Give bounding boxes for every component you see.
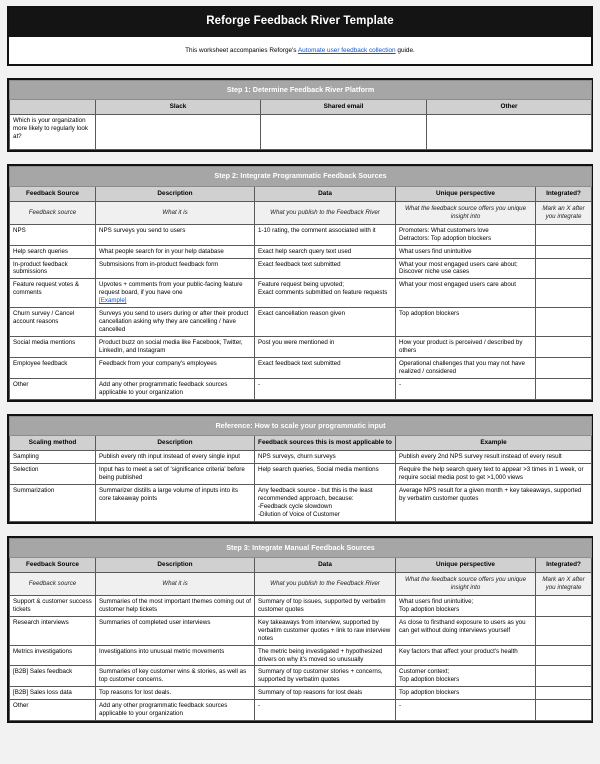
reference-col-scaling-method: Scaling method: [10, 435, 96, 450]
example-link[interactable]: [Example]: [99, 297, 127, 305]
cell-integrated[interactable]: [536, 645, 592, 666]
step3-table: [9, 538, 592, 722]
cell-data: -: [255, 378, 396, 399]
title-block: [7, 6, 593, 66]
cell-source: Metrics investigations: [10, 645, 96, 666]
table-row: [10, 308, 592, 337]
step2-table: [9, 166, 592, 399]
step1-col-other: Other: [427, 100, 592, 115]
cell-description: Summaries of the most important themes coming out of customer help tickets: [96, 595, 255, 616]
cell-source: Social media mentions: [10, 337, 96, 358]
reference-col-applicable: Feedback sources this is most applicable to: [255, 435, 396, 450]
cell-perspective: As close to firsthand exposure to users as you can get without doing interviews yourself: [396, 616, 536, 645]
step1-answer-slack[interactable]: [96, 115, 261, 150]
automate-feedback-collection-link[interactable]: Automate user feedback collection: [297, 47, 396, 54]
step1-col-slack: Slack: [96, 100, 261, 115]
cell-data: Summary of top customer stories + concerns, supported by verbatim quotes: [255, 666, 396, 687]
cell-perspective: Top adoption blockers: [396, 308, 536, 337]
step3-rows: [10, 595, 592, 720]
cell-description: Add any other programmatic feedback sources applicable to your organization: [96, 378, 255, 399]
cell-perspective: Customer context; Top adoption blockers: [396, 666, 536, 687]
step2-col-description: Description: [96, 186, 255, 201]
step2-col-integrated: Integrated?: [536, 186, 592, 201]
table-row: [10, 700, 592, 721]
step1-answer-other[interactable]: [427, 115, 592, 150]
reference-col-description: Description: [96, 435, 255, 450]
cell-integrated[interactable]: [536, 595, 592, 616]
cell-example: Require the help search query text to appear >3 times in 1 week, or require social media post to get >1,000 views: [396, 463, 592, 484]
step1-col-0: [10, 100, 96, 115]
cell-description: Top reasons for lost deals.: [96, 687, 255, 700]
cell-integrated[interactable]: [536, 245, 592, 258]
table-row: [10, 484, 592, 521]
step2-section-title: Step 2: Integrate Programmatic Feedback Sources: [10, 167, 592, 186]
cell-source: [B2B] Sales feedback: [10, 666, 96, 687]
subtitle-text-after: guide.: [395, 47, 415, 54]
subtitle-text-before: This worksheet accompanies Reforge's: [185, 47, 298, 54]
table-row: [10, 337, 592, 358]
step2-block: [7, 164, 593, 401]
step3-sub-description: What it is: [96, 573, 255, 596]
cell-integrated[interactable]: [536, 357, 592, 378]
reference-rows: [10, 451, 592, 522]
step3-col-data: Data: [255, 557, 396, 572]
step3-column-header-row: [10, 557, 592, 572]
cell-source: In-product feedback submissions: [10, 258, 96, 279]
cell-data: Post you were mentioned in: [255, 337, 396, 358]
cell-data: Key takeaways from interview, supported by verbatim customer quotes + link to raw interview notes: [255, 616, 396, 645]
cell-description: Product buzz on social media like Facebook, Twitter, LinkedIn, and Instagram: [96, 337, 255, 358]
cell-description: Upvotes + comments from your public-facing feature request board, if you have one [Example]: [96, 279, 255, 308]
step3-section-header: [10, 538, 592, 557]
step1-section-header: [10, 81, 592, 100]
step2-col-data: Data: [255, 186, 396, 201]
cell-integrated[interactable]: [536, 224, 592, 245]
cell-method: Summarization: [10, 484, 96, 521]
page-title: Reforge Feedback River Template: [9, 8, 591, 35]
step2-sub-integrated: Mark an X after you integrate: [536, 201, 592, 224]
cell-data: Exact feedback text submitted: [255, 357, 396, 378]
step3-col-integrated: Integrated?: [536, 557, 592, 572]
cell-perspective: Key factors that affect your product's health: [396, 645, 536, 666]
step1-block: [7, 78, 593, 152]
step3-block: [7, 536, 593, 724]
cell-source: Employee feedback: [10, 357, 96, 378]
reference-section-header: [10, 416, 592, 435]
step3-sub-unique-perspective: What the feedback source offers you unique insight into: [396, 573, 536, 596]
step1-column-header-row: [10, 100, 592, 115]
cell-integrated[interactable]: [536, 258, 592, 279]
cell-description: Add any other programmatic feedback sources applicable to your organization: [96, 700, 255, 721]
cell-perspective: What your most engaged users care about; Discover niche use cases: [396, 258, 536, 279]
step2-sub-data: What you publish to the Feedback River: [255, 201, 396, 224]
cell-perspective: What your most engaged users care about: [396, 279, 536, 308]
cell-description: Input has to meet a set of 'significance criteria' before being published: [96, 463, 255, 484]
cell-integrated[interactable]: [536, 687, 592, 700]
cell-description: Summaries of completed user interviews: [96, 616, 255, 645]
cell-source: Help search queries: [10, 245, 96, 258]
cell-perspective: How your product is perceived / described by others: [396, 337, 536, 358]
cell-integrated[interactable]: [536, 666, 592, 687]
reference-block: [7, 414, 593, 524]
cell-source: Feature request votes & comments: [10, 279, 96, 308]
cell-data: Exact help search query text used: [255, 245, 396, 258]
table-row: [10, 645, 592, 666]
reference-table: [9, 416, 592, 522]
step3-sub-feedback-source: Feedback source: [10, 573, 96, 596]
step2-sub-description: What it is: [96, 201, 255, 224]
step2-sub-feedback-source: Feedback source: [10, 201, 96, 224]
step2-rows: [10, 224, 592, 399]
step3-sub-header-row: [10, 573, 592, 596]
cell-method: Selection: [10, 463, 96, 484]
cell-source: Support & customer success tickets: [10, 595, 96, 616]
cell-source: NPS: [10, 224, 96, 245]
step3-sub-integrated: Mark an X after you integrate: [536, 573, 592, 596]
cell-source: Research interviews: [10, 616, 96, 645]
cell-applicable: NPS surveys, churn surveys: [255, 451, 396, 464]
cell-description: Investigations into unusual metric movements: [96, 645, 255, 666]
cell-applicable: Help search queries, Social media mentions: [255, 463, 396, 484]
reference-column-header-row: [10, 435, 592, 450]
cell-description: Summaries of key customer wins & stories, as well as top customer concerns.: [96, 666, 255, 687]
cell-data: Exact cancellation reason given: [255, 308, 396, 337]
reference-section-title: Reference: How to scale your programmatic input: [10, 416, 592, 435]
table-row: [10, 687, 592, 700]
cell-source: Other: [10, 378, 96, 399]
cell-method: Sampling: [10, 451, 96, 464]
step1-col-shared-email: Shared email: [261, 100, 427, 115]
cell-data: Summary of top reasons for lost deals: [255, 687, 396, 700]
step2-col-feedback-source: Feedback Source: [10, 186, 96, 201]
cell-source: [B2B] Sales loss data: [10, 687, 96, 700]
table-row: [10, 463, 592, 484]
step3-col-unique-perspective: Unique perspective: [396, 557, 536, 572]
step1-answer-shared-email[interactable]: [261, 115, 427, 150]
table-row: [10, 595, 592, 616]
cell-perspective: What users find unintuitive: [396, 245, 536, 258]
step3-section-title: Step 3: Integrate Manual Feedback Sources: [10, 538, 592, 557]
cell-example: Publish every 2nd NPS survey result instead of every result: [396, 451, 592, 464]
cell-data: Summary of top issues, supported by verbatim customer quotes: [255, 595, 396, 616]
step2-col-unique-perspective: Unique perspective: [396, 186, 536, 201]
cell-description: Summarizer distills a large volume of inputs into its core takeaway points: [96, 484, 255, 521]
cell-perspective: What users find unintuitive; Top adoption blockers: [396, 595, 536, 616]
table-row: [10, 245, 592, 258]
cell-perspective: Operational challenges that you may not have realized / considered: [396, 357, 536, 378]
step2-section-header: [10, 167, 592, 186]
table-row: [10, 378, 592, 399]
table-row: [10, 279, 592, 308]
table-row: [10, 666, 592, 687]
cell-description: Surveys you send to users during or after their product cancellation asking why they are cancelling / have cancelled: [96, 308, 255, 337]
cell-data: Exact feedback text submitted: [255, 258, 396, 279]
cell-perspective: -: [396, 378, 536, 399]
step1-answer-row: [10, 115, 592, 150]
cell-perspective: -: [396, 700, 536, 721]
cell-integrated[interactable]: [536, 337, 592, 358]
cell-integrated[interactable]: [536, 279, 592, 308]
cell-description: Publish every nth input instead of every single input: [96, 451, 255, 464]
table-row: [10, 258, 592, 279]
cell-source: Other: [10, 700, 96, 721]
table-row: [10, 451, 592, 464]
step1-table: [9, 80, 592, 150]
cell-applicable: Any feedback source - but this is the least recommended approach, because: -Feedback cycle slowdown -Dilution of Voice of Customer: [255, 484, 396, 521]
subtitle: [9, 35, 591, 64]
cell-perspective: Promoters: What customers love Detractors: Top adoption blockers: [396, 224, 536, 245]
cell-integrated[interactable]: [536, 616, 592, 645]
cell-description: Submsisions from in-product feedback form: [96, 258, 255, 279]
cell-source: Churn survey / Cancel account reasons: [10, 308, 96, 337]
cell-integrated[interactable]: [536, 700, 592, 721]
step2-sub-header-row: [10, 201, 592, 224]
table-row: [10, 357, 592, 378]
cell-data: 1-10 rating, the comment associated with it: [255, 224, 396, 245]
cell-data: The metric being investigated + hypothesized drivers on why it's moved so unusually: [255, 645, 396, 666]
cell-description: Feedback from your company's employees: [96, 357, 255, 378]
table-row: [10, 616, 592, 645]
step1-row-label: Which is your organization more likely to regularly look at?: [10, 115, 96, 150]
cell-data: -: [255, 700, 396, 721]
cell-integrated[interactable]: [536, 308, 592, 337]
cell-data: Feature request being upvoted; Exact comments submitted on feature requests: [255, 279, 396, 308]
step3-col-description: Description: [96, 557, 255, 572]
table-row: [10, 224, 592, 245]
cell-description: What people search for in your help database: [96, 245, 255, 258]
step3-sub-data: What you publish to the Feedback River: [255, 573, 396, 596]
reference-col-example: Example: [396, 435, 592, 450]
cell-perspective: Top adoption blockers: [396, 687, 536, 700]
cell-example: Average NPS result for a given month + key takeaways, supported by verbatim customer quotes: [396, 484, 592, 521]
step1-section-title: Step 1: Determine Feedback River Platform: [10, 81, 592, 100]
step2-sub-unique-perspective: What the feedback source offers you unique insight into: [396, 201, 536, 224]
cell-integrated[interactable]: [536, 378, 592, 399]
cell-description: NPS surveys you send to users: [96, 224, 255, 245]
step2-column-header-row: [10, 186, 592, 201]
step3-col-feedback-source: Feedback Source: [10, 557, 96, 572]
